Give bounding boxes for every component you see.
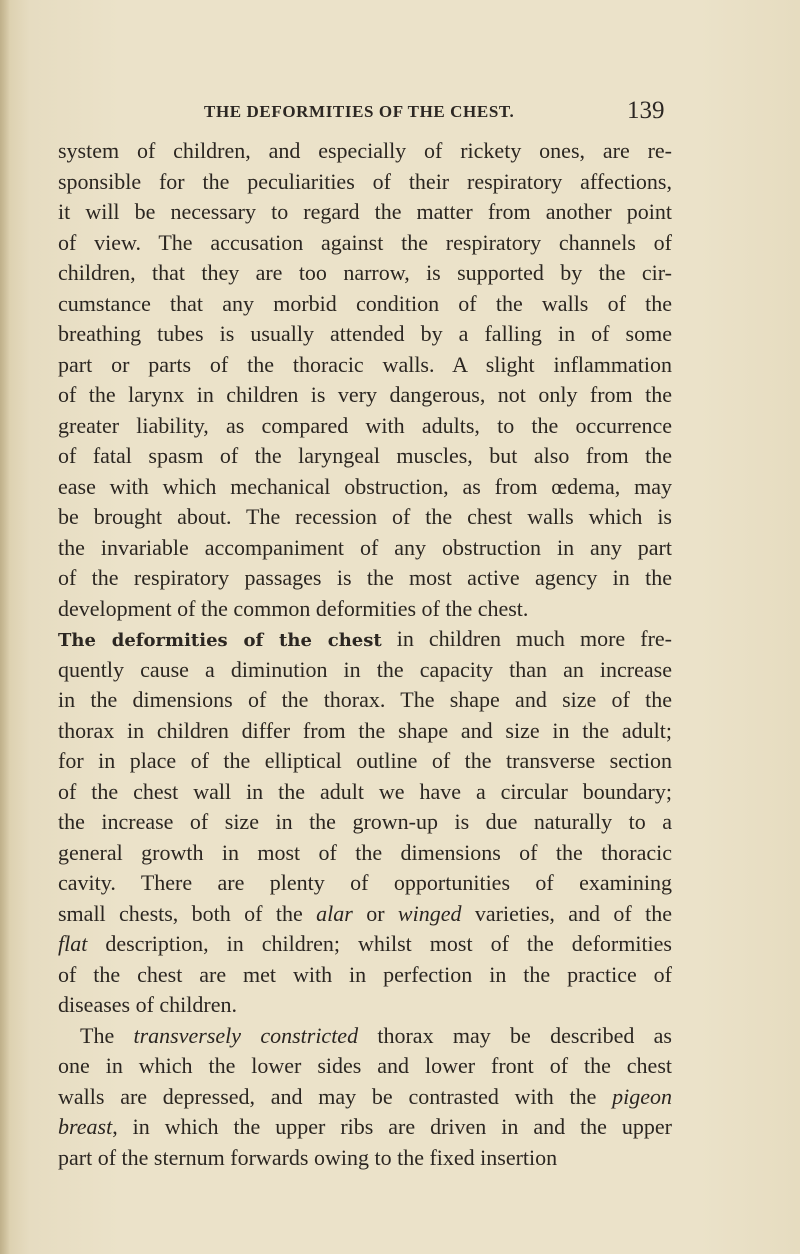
text-run: The bbox=[80, 1022, 134, 1048]
text-line: of view. The accusation against the respiratory channels of bbox=[58, 229, 672, 255]
text-line: cumstance that any morbid condition of the walls of the bbox=[58, 290, 672, 316]
body-text bbox=[58, 136, 672, 1173]
text-line: of the chest wall in the adult we have a circular boundary; bbox=[58, 778, 672, 804]
italic-term: pigeon bbox=[612, 1083, 672, 1109]
bold-lead: The deformities of the chest bbox=[58, 630, 382, 651]
text-line: development of the common deformities of the chest. bbox=[58, 595, 529, 621]
text-run: in children much more fre- bbox=[381, 626, 672, 651]
text-line: of fatal spasm of the laryngeal muscles, but also from the bbox=[58, 443, 672, 468]
text-line: quently cause a diminution in the capacity than an increase bbox=[58, 656, 672, 682]
text-run: varieties, and of the bbox=[461, 900, 672, 926]
paragraph-2-first-line bbox=[58, 624, 672, 655]
text-line: of the larynx in children is very dangerous, not only from the bbox=[58, 382, 672, 407]
italic-term: breast bbox=[58, 1114, 113, 1139]
text-line: ease with which mechanical obstruction, as from œdema, may bbox=[58, 473, 672, 499]
binding-shadow bbox=[0, 0, 10, 1254]
text-line: breathing tubes is usually attended by a falling in of some bbox=[58, 321, 672, 346]
running-head: THE DEFORMITIES OF THE CHEST. bbox=[204, 102, 515, 121]
text-line bbox=[58, 1082, 672, 1113]
text-line: for in place of the elliptical outline of the transverse section bbox=[58, 748, 672, 773]
italic-term: flat bbox=[58, 931, 88, 956]
text-run: walls are depressed, and may be contrasted with the bbox=[58, 1083, 613, 1109]
text-line bbox=[58, 1112, 672, 1143]
text-line: in the dimensions of the thorax. The shape and size of the bbox=[58, 687, 672, 712]
text-line: general growth in most of the dimensions of the thoracic bbox=[58, 839, 672, 865]
text-line: be brought about. The recession of the chest walls which is bbox=[58, 504, 672, 529]
text-line-flat bbox=[58, 929, 672, 960]
text-line: greater liability, as compared with adults, to the occurrence bbox=[58, 412, 672, 438]
text-line-alar bbox=[58, 899, 672, 930]
text-line: sponsible for the peculiarities of their respiratory affections, bbox=[58, 168, 672, 194]
text-run: description, in children; whilst most of the deformities bbox=[87, 931, 672, 956]
text-line: part of the sternum forwards owing to the fixed insertion bbox=[58, 1144, 558, 1170]
text-line: of the chest are met with in perfection in the practice of bbox=[58, 961, 672, 987]
text-run: thorax may be described as bbox=[358, 1022, 672, 1048]
text-line: it will be necessary to regard the matter from another point bbox=[58, 199, 672, 224]
text-line: the invariable accompaniment of any obstruction in any part bbox=[58, 534, 672, 560]
text-run: , in which the upper ribs are driven in and the upper bbox=[112, 1114, 672, 1139]
text-line: diseases of children. bbox=[58, 992, 237, 1017]
text-run: or bbox=[352, 900, 398, 926]
page-number: 139 bbox=[627, 97, 665, 124]
italic-term: transversely constricted bbox=[133, 1022, 359, 1048]
text-line: the increase of size in the grown-up is due naturally to a bbox=[58, 809, 672, 834]
text-line: of the respiratory passages is the most active agency in the bbox=[58, 565, 672, 590]
paragraph-3-first-line bbox=[58, 1021, 672, 1052]
text-line: system of children, and especially of rickety ones, are re- bbox=[58, 138, 672, 163]
page-header bbox=[0, 97, 800, 127]
italic-term: alar bbox=[316, 900, 353, 926]
text-line: part or parts of the thoracic walls. A slight inflammation bbox=[58, 351, 672, 377]
text-line: cavity. There are plenty of opportunities of examining bbox=[58, 870, 672, 895]
text-line: children, that they are too narrow, is supported by the cir- bbox=[58, 260, 672, 285]
text-run: small chests, both of the bbox=[58, 900, 317, 926]
italic-term: winged bbox=[397, 900, 462, 926]
text-line: thorax in children differ from the shape and size in the adult; bbox=[58, 717, 672, 743]
text-line: one in which the lower sides and lower front of the chest bbox=[58, 1053, 672, 1078]
